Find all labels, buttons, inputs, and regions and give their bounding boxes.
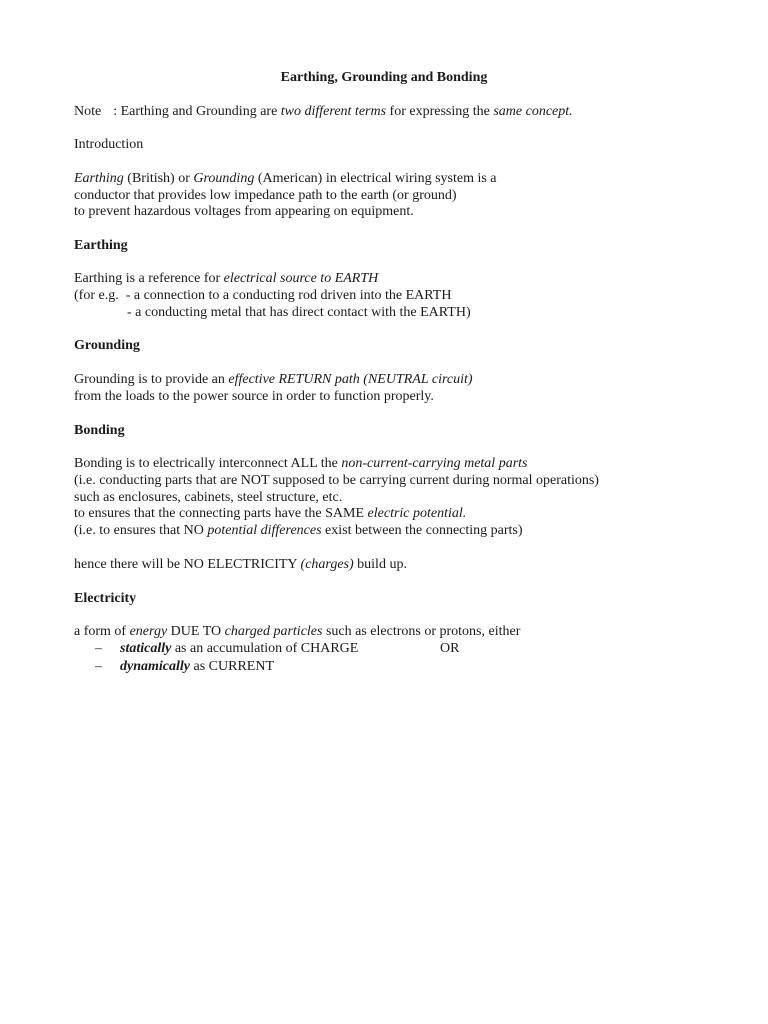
dash-bullet: – bbox=[95, 659, 102, 674]
earthing-line: - a conducting metal that has direct contact with the EARTH) bbox=[127, 305, 471, 320]
earthing-line: (for e.g. - a connection to a conducting rod driven into the EARTH bbox=[74, 288, 452, 303]
bonding-line: (i.e. to ensures that NO potential differences exist between the connecting parts) bbox=[74, 523, 523, 538]
introduction-line: conductor that provides low impedance path to the earth (or ground) bbox=[74, 188, 457, 203]
note-line: Note : Earthing and Grounding are two different terms for expressing the same concept. bbox=[74, 104, 573, 119]
grounding-heading: Grounding bbox=[74, 338, 140, 353]
earthing-line: Earthing is a reference for electrical source to EARTH bbox=[74, 271, 379, 286]
bonding-line: to ensures that the connecting parts have the SAME electric potential. bbox=[74, 506, 467, 521]
introduction-heading: Introduction bbox=[74, 137, 144, 152]
earthing-heading: Earthing bbox=[74, 238, 128, 253]
introduction-line: Earthing (British) or Grounding (American) in electrical wiring system is a bbox=[74, 171, 497, 186]
bonding-line: Bonding is to electrically interconnect ALL the non-current-carrying metal parts bbox=[74, 456, 528, 471]
bonding-heading: Bonding bbox=[74, 423, 125, 438]
bonding-line: such as enclosures, cabinets, steel structure, etc. bbox=[74, 490, 343, 505]
list-item: – statically as an accumulation of CHARGE OR bbox=[95, 641, 460, 656]
list-item: – dynamically as CURRENT bbox=[95, 659, 274, 674]
electricity-line: a form of energy DUE TO charged particles such as electrons or protons, either bbox=[74, 624, 521, 639]
dash-bullet: – bbox=[95, 641, 102, 656]
grounding-line: from the loads to the power source in order to function properly. bbox=[74, 389, 434, 404]
bonding-line: (i.e. conducting parts that are NOT supposed to be carrying current during normal operations) bbox=[74, 473, 599, 488]
grounding-line: Grounding is to provide an effective RETURN path (NEUTRAL circuit) bbox=[74, 372, 473, 387]
list-item-extra: OR bbox=[440, 641, 460, 656]
bonding-line: hence there will be NO ELECTRICITY (charges) build up. bbox=[74, 557, 407, 572]
introduction-line: to prevent hazardous voltages from appearing on equipment. bbox=[74, 204, 414, 219]
document-title: Earthing, Grounding and Bonding bbox=[280, 70, 488, 85]
note-label: Note bbox=[74, 104, 102, 119]
electricity-heading: Electricity bbox=[74, 591, 137, 606]
